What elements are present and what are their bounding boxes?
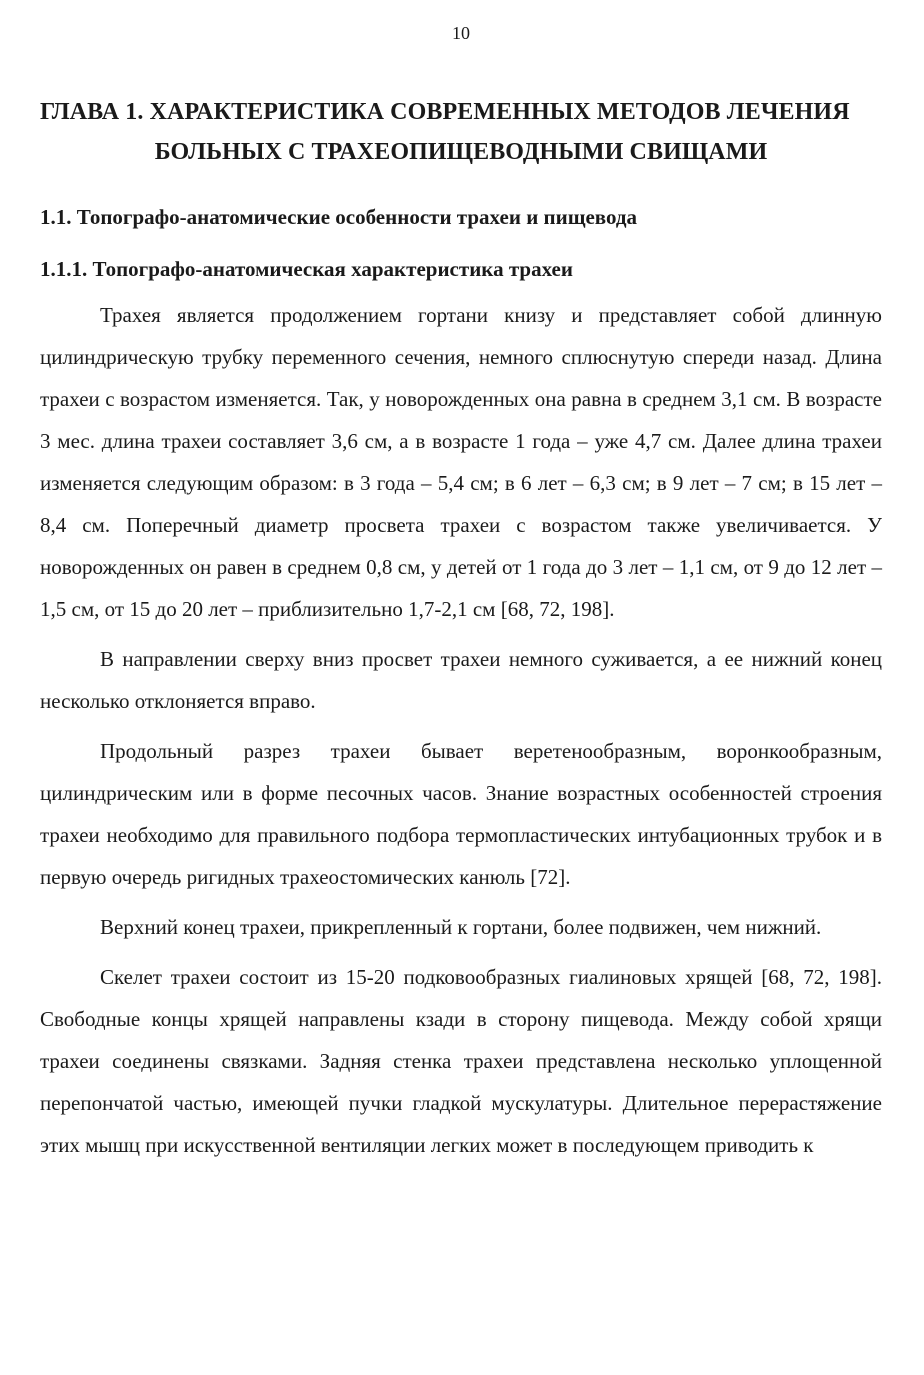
body-text (40, 294, 882, 1166)
page-number: 10 (452, 23, 470, 43)
chapter-title (40, 92, 882, 172)
paragraph: Верхний конец трахеи, прикрепленный к гортани, более подвижен, чем нижний. (100, 915, 822, 939)
section-heading-1-1: 1.1. Топографо-анатомические особенности трахеи и пищевода (40, 205, 638, 229)
paragraph: Продольный разрез трахеи бывает веретенообразным, воронкообразным, цилиндрическим или в форме песочных часов. Знание возрастных особенностей строения трахеи необходимо для правильного подбора термопластических интубационных трубок и в первую очередь ригидных трахеостомических канюль [72]. (40, 739, 882, 889)
chapter-title-line-1: ГЛАВА 1. ХАРАКТЕРИСТИКА СОВРЕМЕННЫХ МЕТОДОВ ЛЕЧЕНИЯ (40, 99, 850, 125)
paragraph: Скелет трахеи состоит из 15-20 подковообразных гиалиновых хрящей [68, 72, 198]. Свободные концы хрящей направлены кзади в сторону пищевода. Между собой хрящи трахеи соединены связками. Задняя стенка трахеи представлена несколько уплощенной перепончатой частью, имеющей пучки гладкой мускулатуры. Длительное перерастяжение этих мышц при искусственной вентиляции легких может в последующем приводить к (40, 965, 882, 1157)
paragraph: Трахея является продолжением гортани книзу и представляет собой длинную цилиндрическую трубку переменного сечения, немного сплюснутую спереди назад. Длина трахеи с возрастом изменяется. Так, у новорожденных она равна в среднем 3,1 см. В возрасте 3 мес. длина трахеи составляет 3,6 см, а в возрасте 1 года – уже 4,7 см. Далее длина трахеи изменяется следующим образом: в 3 года – 5,4 см; в 6 лет – 6,3 см; в 9 лет – 7 см; в 15 лет – 8,4 см. Поперечный диаметр просвета трахеи с возрастом также увеличивается. У новорожденных он равен в среднем 0,8 см, у детей от 1 года до 3 лет – 1,1 см, от 9 до 12 лет – 1,5 см, от 15 до 20 лет – приблизительно 1,7-2,1 см [68, 72, 198]. (40, 303, 882, 621)
paragraph: В направлении сверху вниз просвет трахеи немного суживается, а ее нижний конец несколько отклоняется вправо. (40, 647, 882, 713)
section-heading-1-1-1: 1.1.1. Топографо-анатомическая характеристика трахеи (40, 257, 573, 281)
chapter-title-line-2: БОЛЬНЫХ С ТРАХЕОПИЩЕВОДНЫМИ СВИЩАМИ (154, 139, 768, 165)
